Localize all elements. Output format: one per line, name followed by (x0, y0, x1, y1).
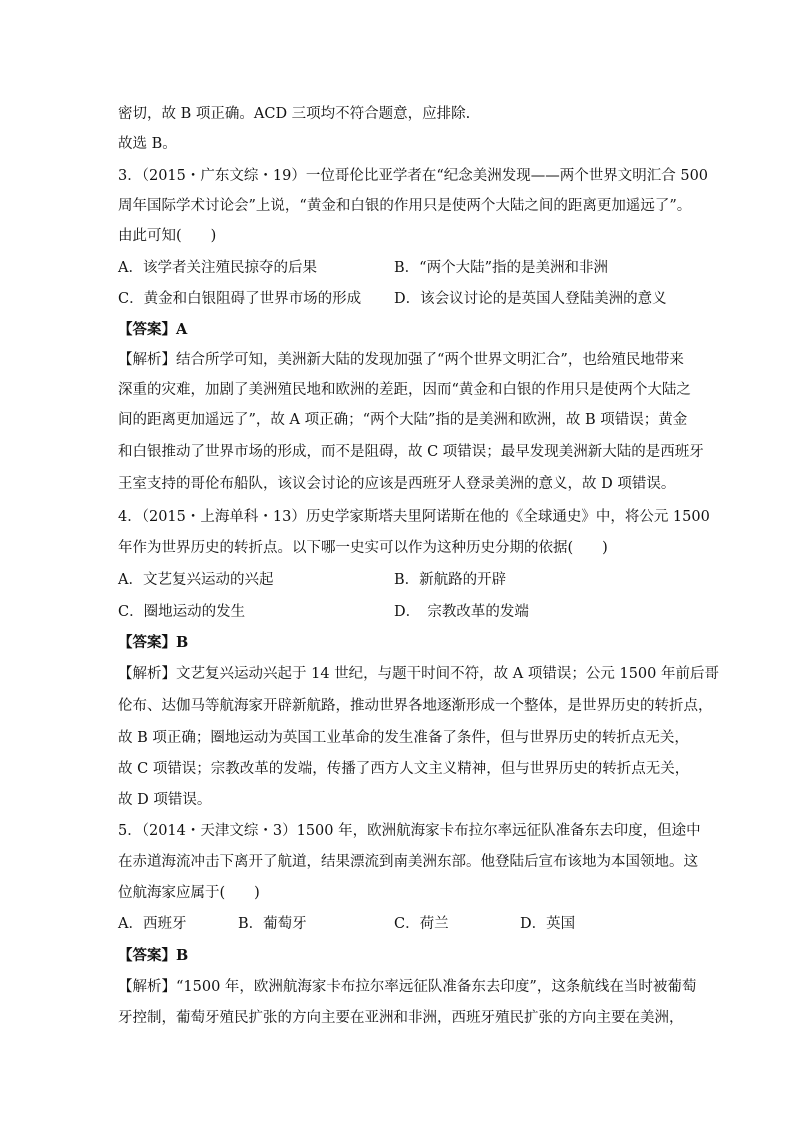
q5-explanation: 牙控制，葡萄牙殖民扩张的方向主要在亚洲和非洲，西班牙殖民扩张的方向主要在美洲， (118, 1010, 684, 1026)
q3-answer: 【答案】A (118, 321, 188, 338)
q3-option-d: D．该会议讨论的是英国人登陆美洲的意义 (394, 291, 667, 307)
q3-stem: 周年国际学术讨论会”上说，“黄金和白银的作用只是使两个大陆之间的距离更加遥远了”。 (118, 198, 692, 214)
q4-explanation: 故 B 项正确；圈地运动为英国工业革命的发生准备了条件，但与世界历史的转折点无关， (118, 730, 689, 746)
q4-option-c: C．圈地运动的发生 (118, 604, 246, 620)
q3-option-c: C．黄金和白银阻碍了世界市场的形成 (118, 291, 362, 307)
q4-option-d: D． 宗教改革的发端 (394, 604, 529, 620)
q5-option-a: A．西班牙 (118, 916, 187, 932)
q3-explanation: 王室支持的哥伦布船队，该议会讨论的应该是西班牙人登录美洲的意义，故 D 项错误。 (118, 476, 676, 492)
q3-stem: 3．（2015・广东文综・19）一位哥伦比亚学者在“纪念美洲发现——两个世界文明汇合 500 (118, 168, 709, 184)
q3-explanation: 和白银推动了世界市场的形成，而不是阻碍，故 C 项错误；最早发现美洲新大陆的是西班牙 (118, 444, 704, 460)
intro-line: 密切，故 B 项正确。ACD 三项均不符合题意，应排除. (118, 106, 471, 122)
q3-stem: 由此可知( ) (118, 228, 217, 244)
q5-answer: 【答案】B (118, 947, 189, 964)
q3-explanation: 深重的灾难，加剧了美洲殖民地和欧洲的差距，因而“黄金和白银的作用只是使两个大陆之 (118, 382, 691, 398)
q5-option-b: B．葡萄牙 (238, 916, 307, 932)
q5-stem: 位航海家应属于( ) (118, 885, 260, 901)
q5-stem: 5．（2014・天津文综・3）1500 年，欧洲航海家卡布拉尔率远征队准备东去印度，但途中 (118, 823, 701, 839)
q3-option-b: B．“两个大陆”指的是美洲和非洲 (394, 260, 608, 276)
q3-explanation: 【解析】结合所学可知，美洲新大陆的发现加强了“两个世界文明汇合”，也给殖民地带来 (118, 352, 684, 368)
q4-explanation: 伦布、达伽马等航海家开辟新航路，推动世界各地逐渐形成一个整体，是世界历史的转折点， (118, 698, 713, 714)
q5-option-c: C．荷兰 (394, 916, 449, 932)
q4-stem: 4．（2015・上海单科・13）历史学家斯塔夫里阿诺斯在他的《全球通史》中，将公元 1500 (118, 509, 710, 525)
q4-option-a: A．文艺复兴运动的兴起 (118, 572, 274, 588)
q5-explanation: 【解析】“1500 年，欧洲航海家卡布拉尔率远征队准备东去印度”，这条航线在当时被葡萄 (118, 979, 697, 995)
q4-option-b: B．新航路的开辟 (394, 572, 507, 588)
intro-conclusion: 故选 B。 (118, 136, 177, 152)
q4-explanation: 故 D 项错误。 (118, 792, 212, 808)
q5-option-d: D．英国 (520, 916, 576, 932)
q4-answer: 【答案】B (118, 634, 189, 651)
q3-explanation: 间的距离更加遥远了”，故 A 项正确；“两个大陆”指的是美洲和欧洲，故 B 项错误；黄金 (118, 412, 688, 428)
q5-stem: 在赤道海流冲击下离开了航道，结果漂流到南美洲东部。他登陆后宣布该地为本国领地。这 (118, 854, 698, 870)
q3-option-a: A．该学者关注殖民掠夺的后果 (118, 260, 317, 276)
q4-explanation: 故 C 项错误；宗教改革的发端，传播了西方人文主义精神，但与世界历史的转折点无关， (118, 761, 690, 777)
q4-explanation: 【解析】文艺复兴运动兴起于 14 世纪，与题干时间不符，故 A 项错误；公元 1500 年前后哥 (118, 666, 719, 682)
q4-stem: 年作为世界历史的转折点。以下哪一史实可以作为这种历史分期的依据( ) (118, 540, 608, 556)
